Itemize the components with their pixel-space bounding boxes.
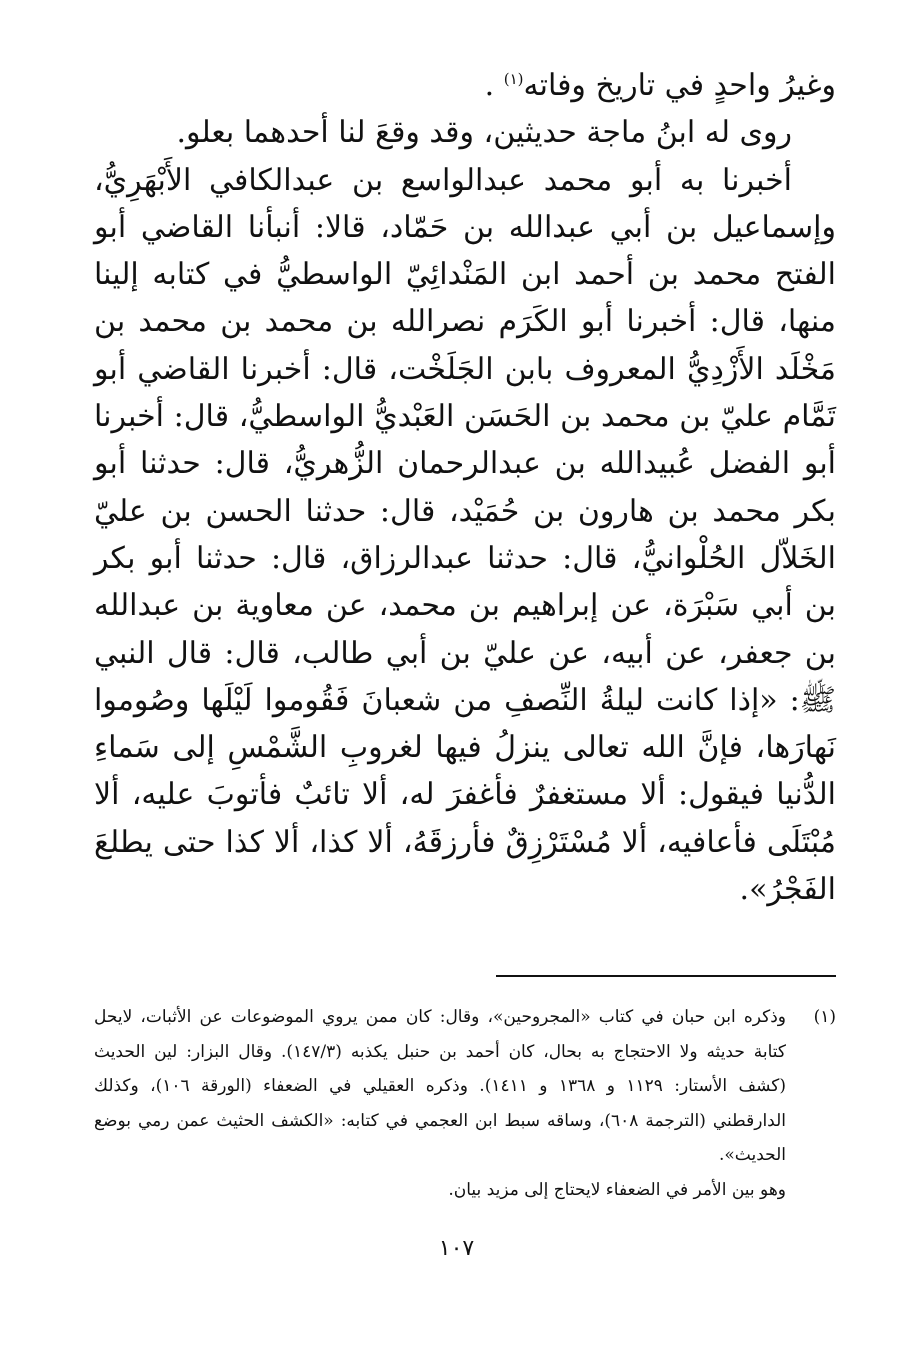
page-number: ١٠٧ [438, 1236, 475, 1261]
footnote-separator [496, 975, 836, 977]
body-line-1 [94, 62, 836, 109]
body-line-2: روى له ابنُ ماجة حديثين، وقد وقعَ لنا أحدهما بعلو. [176, 115, 792, 151]
footnote-reference: (١) [503, 70, 524, 88]
main-text [94, 62, 836, 913]
footnote-text [94, 1000, 786, 1207]
body-line-1-end: . [484, 68, 504, 103]
footnote-number: (١) [813, 1007, 836, 1027]
footnote-paragraph: وهو بين الأمر في الضعفاء لايحتاج إلى مزيد بيان. [448, 1179, 786, 1200]
body-line-1-text: وغيرُ واحدٍ في تاريخ وفاته [523, 68, 836, 103]
footnotes [94, 1000, 836, 1207]
footnote [94, 1000, 836, 1207]
footnote-paragraph: وذكره ابن حبان في كتاب «المجروحين»، وقال: كان ممن يروي الموضوعات عن الأثبات، لايحل كتابة حديثه ولا الاحتجاج به بحال، كان أحمد بن حنبل يكذبه (١٤٧/٣). وقال البزار: لين الحديث (كشف الأستار: ١١٢٩ و ١٣٦٨ و ١٤١١). وذكره العقيلي في الضعفاء (الورقة ١٠٦)، وكذلك الدارقطني (الترجمة ٦٠٨)، وساقه سبط ابن العجمي في كتابه: «الكشف الحثيث عمن رمي بوضع الحديث». [94, 1007, 786, 1165]
body-paragraph-isnad: أخبرنا به أبو محمد عبدالواسع بن عبدالكافي الأَبْهَرِيُّ، وإسماعيل بن أبي عبدالله بن حَمّاد، قالا: أنبأنا القاضي أبو الفتح محمد بن أحمد ابن المَنْدائِيّ الواسطيُّ في كتابه إلينا منها، قال: أخبرنا أبو الكَرَم نصرالله بن محمد بن محمد بن مَخْلَد الأَزْدِيُّ المعروف بابن الجَلَخْت، قال: أخبرنا القاضي أبو تَمَّام عليّ بن محمد بن الحَسَن العَبْديُّ الواسطيُّ، قال: أخبرنا أبو الفضل عُبيدالله بن عبدالرحمان الزُّهريُّ، قال: حدثنا أبو بكر محمد بن هارون بن حُمَيْد، قال: حدثنا الحسن بن عليّ الخَلاّل الحُلْوانيُّ، قال: حدثنا عبدالرزاق، قال: حدثنا أبو بكر بن أبي سَبْرَة، عن إبراهيم بن محمد، عن معاوية بن عبدالله بن جعفر، عن أبيه، عن عليّ بن أبي طالب، قال: قال النبي ﷺ: «إذا كانت ليلةُ النِّصفِ من شعبانَ فَقُوموا لَيْلَها وصُوموا نَهارَها، فإنَّ الله تعالى ينزلُ فيها لغروبِ الشَّمْسِ إلى سَماءِ الدُّنيا فيقول: ألا مستغفرٌ فأغفرَ له، ألا تائبٌ فأتوبَ عليه، ألا مُبْتَلَى فأعافيه، ألا مُسْتَرْزِقٌ فأرزقَهُ، ألا كذا، ألا كذا حتى يطلعَ الفَجْرُ». [94, 162, 837, 908]
